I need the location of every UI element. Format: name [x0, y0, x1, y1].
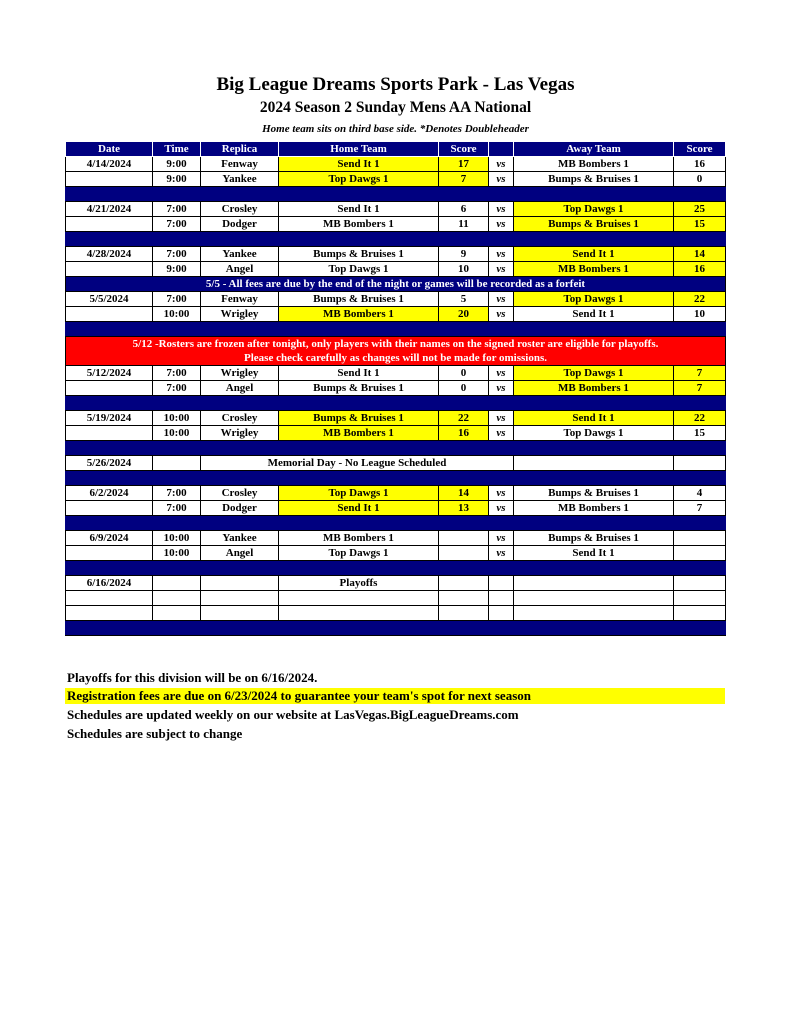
away-team: [514, 576, 674, 591]
schedule-note: Home team sits on third base side. *Denotes Doubleheader: [262, 123, 529, 135]
game-replica: Wrigley: [201, 307, 279, 322]
home-team: Bumps & Bruises 1: [279, 381, 439, 396]
away-team: MB Bombers 1: [514, 501, 674, 516]
page-title: Big League Dreams Sports Park - Las Vegas: [216, 74, 575, 95]
forfeit-notice-row: [66, 277, 726, 292]
game-time: [153, 456, 201, 471]
home-score: 20: [439, 307, 489, 322]
separator-row: [66, 561, 726, 576]
vs-label: vs: [489, 292, 514, 307]
away-team: Top Dawgs 1: [514, 292, 674, 307]
vs-label: [489, 576, 514, 591]
game-replica: Angel: [201, 381, 279, 396]
home-score: 0: [439, 366, 489, 381]
empty-cell: [489, 606, 514, 621]
separator-row: [66, 621, 726, 636]
empty-cell: [514, 591, 674, 606]
separator-row: [66, 471, 726, 486]
table-row: [66, 292, 726, 307]
game-time: 7:00: [153, 486, 201, 501]
game-replica: Wrigley: [201, 366, 279, 381]
away-score: 10: [674, 307, 726, 322]
vs-label: vs: [489, 217, 514, 232]
away-team: Top Dawgs 1: [514, 366, 674, 381]
game-date: [66, 307, 153, 322]
game-replica: Yankee: [201, 172, 279, 187]
game-date: [66, 262, 153, 277]
game-time: 9:00: [153, 262, 201, 277]
game-date: 4/21/2024: [66, 202, 153, 217]
table-row: [66, 307, 726, 322]
empty-row: [66, 591, 726, 606]
away-team: MB Bombers 1: [514, 262, 674, 277]
roster-notice-line-2: Please check carefully as changes will not be made for omissions.: [244, 352, 547, 364]
game-replica: Crosley: [201, 486, 279, 501]
away-team: Bumps & Bruises 1: [514, 486, 674, 501]
separator-row: [66, 396, 726, 411]
home-team: Bumps & Bruises 1: [279, 247, 439, 262]
vs-label: vs: [489, 366, 514, 381]
table-row: [66, 381, 726, 396]
table-row: [66, 576, 726, 591]
empty-cell: [439, 606, 489, 621]
header-date: Date: [66, 142, 153, 157]
home-team: Top Dawgs 1: [279, 262, 439, 277]
table-row: [66, 202, 726, 217]
empty-cell: [279, 606, 439, 621]
table-row: [66, 247, 726, 262]
away-score: 0: [674, 172, 726, 187]
game-replica: Fenway: [201, 292, 279, 307]
website-info: Schedules are updated weekly on our website at LasVegas.BigLeagueDreams.com: [67, 707, 519, 722]
vs-label: vs: [489, 486, 514, 501]
away-team: Send It 1: [514, 411, 674, 426]
home-score: 17: [439, 157, 489, 172]
game-time: 7:00: [153, 217, 201, 232]
roster-notice: [66, 337, 726, 366]
game-replica: [201, 576, 279, 591]
empty-cell: [674, 606, 726, 621]
away-score: 15: [674, 217, 726, 232]
empty-cell: [674, 591, 726, 606]
game-time: 10:00: [153, 411, 201, 426]
away-team: Bumps & Bruises 1: [514, 217, 674, 232]
away-score: 25: [674, 202, 726, 217]
game-time: 7:00: [153, 292, 201, 307]
game-date: [66, 426, 153, 441]
game-replica: Angel: [201, 546, 279, 561]
away-team: Send It 1: [514, 546, 674, 561]
empty-row: [66, 606, 726, 621]
header-away-score: Score: [674, 142, 726, 157]
home-score: 7: [439, 172, 489, 187]
roster-notice-row: [66, 337, 726, 366]
forfeit-notice: 5/5 - All fees are due by the end of the night or games will be recorded as a forfeit: [66, 277, 726, 292]
home-team: Send It 1: [279, 157, 439, 172]
game-time: 7:00: [153, 366, 201, 381]
away-score: 7: [674, 366, 726, 381]
change-notice: Schedules are subject to change: [67, 726, 243, 741]
game-replica: Yankee: [201, 531, 279, 546]
away-score: [674, 531, 726, 546]
separator-row: [66, 322, 726, 337]
away-score: 14: [674, 247, 726, 262]
game-time: 7:00: [153, 381, 201, 396]
vs-label: vs: [489, 307, 514, 322]
home-team: MB Bombers 1: [279, 307, 439, 322]
home-team: MB Bombers 1: [279, 531, 439, 546]
game-date: 5/19/2024: [66, 411, 153, 426]
game-date: 5/5/2024: [66, 292, 153, 307]
home-team: Send It 1: [279, 202, 439, 217]
home-score: [439, 531, 489, 546]
playoffs-info: Playoffs for this division will be on 6/16/2024.: [67, 670, 318, 685]
away-score: 22: [674, 292, 726, 307]
away-score: 7: [674, 501, 726, 516]
game-date: 4/28/2024: [66, 247, 153, 262]
roster-notice-line-1: 5/12 -Rosters are frozen after tonight, only players with their names on the signed roster are eligible for playoffs.: [132, 338, 659, 350]
game-time: 7:00: [153, 202, 201, 217]
home-score: 5: [439, 292, 489, 307]
away-score: 7: [674, 381, 726, 396]
table-row: [66, 426, 726, 441]
away-score: 16: [674, 157, 726, 172]
vs-label: vs: [489, 531, 514, 546]
schedule-table: [65, 141, 726, 636]
away-team: Top Dawgs 1: [514, 426, 674, 441]
game-date: 4/14/2024: [66, 157, 153, 172]
game-replica: Crosley: [201, 202, 279, 217]
empty-cell: [153, 606, 201, 621]
game-time: 10:00: [153, 531, 201, 546]
empty-cell: [279, 591, 439, 606]
away-team: MB Bombers 1: [514, 157, 674, 172]
game-time: 9:00: [153, 157, 201, 172]
home-team: MB Bombers 1: [279, 217, 439, 232]
vs-label: vs: [489, 202, 514, 217]
home-score: 14: [439, 486, 489, 501]
home-score: 11: [439, 217, 489, 232]
game-replica: Wrigley: [201, 426, 279, 441]
away-score: 15: [674, 426, 726, 441]
game-time: [153, 576, 201, 591]
game-date: 6/9/2024: [66, 531, 153, 546]
empty-cell: [439, 591, 489, 606]
registration-notice: Registration fees are due on 6/23/2024 to guarantee your team's spot for next season: [65, 688, 725, 704]
home-team: Send It 1: [279, 366, 439, 381]
game-time: 10:00: [153, 426, 201, 441]
vs-label: vs: [489, 546, 514, 561]
home-team: Send It 1: [279, 501, 439, 516]
away-score: 22: [674, 411, 726, 426]
away-score: [674, 546, 726, 561]
away-team: Send It 1: [514, 247, 674, 262]
header-away-team: Away Team: [514, 142, 674, 157]
away-team: Top Dawgs 1: [514, 202, 674, 217]
separator-row: [66, 232, 726, 247]
game-date: [66, 501, 153, 516]
vs-label: vs: [489, 262, 514, 277]
game-time: 9:00: [153, 172, 201, 187]
game-time: 10:00: [153, 307, 201, 322]
empty-cell: [66, 606, 153, 621]
game-date: 5/12/2024: [66, 366, 153, 381]
away-score: [674, 576, 726, 591]
away-team: [514, 456, 674, 471]
header-time: Time: [153, 142, 201, 157]
vs-label: vs: [489, 411, 514, 426]
header-home-team: Home Team: [279, 142, 439, 157]
game-date: 6/2/2024: [66, 486, 153, 501]
vs-label: vs: [489, 157, 514, 172]
table-row: [66, 172, 726, 187]
home-score: 22: [439, 411, 489, 426]
page-subtitle: 2024 Season 2 Sunday Mens AA National: [259, 99, 532, 116]
table-row: [66, 157, 726, 172]
separator-row: [66, 187, 726, 202]
vs-label: vs: [489, 247, 514, 262]
game-time: 7:00: [153, 501, 201, 516]
game-replica: Angel: [201, 262, 279, 277]
vs-label: vs: [489, 381, 514, 396]
memorial-day-note: Memorial Day - No League Scheduled: [201, 456, 514, 471]
header-vs: [489, 142, 514, 157]
separator-row: [66, 516, 726, 531]
table-row: [66, 366, 726, 381]
home-team: Bumps & Bruises 1: [279, 411, 439, 426]
home-team: Bumps & Bruises 1: [279, 292, 439, 307]
game-time: 10:00: [153, 546, 201, 561]
game-date: [66, 546, 153, 561]
table-header-row: [66, 142, 726, 157]
game-replica: Crosley: [201, 411, 279, 426]
away-team: Send It 1: [514, 307, 674, 322]
away-team: MB Bombers 1: [514, 381, 674, 396]
away-team: Bumps & Bruises 1: [514, 172, 674, 187]
header-replica: Replica: [201, 142, 279, 157]
table-row: [66, 501, 726, 516]
home-score: 10: [439, 262, 489, 277]
home-score: 0: [439, 381, 489, 396]
home-score: 13: [439, 501, 489, 516]
game-replica: Fenway: [201, 157, 279, 172]
game-date: 6/16/2024: [66, 576, 153, 591]
empty-cell: [66, 591, 153, 606]
vs-label: vs: [489, 501, 514, 516]
empty-cell: [489, 591, 514, 606]
separator-row: [66, 441, 726, 456]
vs-label: vs: [489, 426, 514, 441]
game-replica: Dodger: [201, 501, 279, 516]
home-team: Top Dawgs 1: [279, 486, 439, 501]
away-score: 4: [674, 486, 726, 501]
home-score: 9: [439, 247, 489, 262]
game-replica: Dodger: [201, 217, 279, 232]
table-row: [66, 456, 726, 471]
empty-cell: [201, 591, 279, 606]
header-home-score: Score: [439, 142, 489, 157]
empty-cell: [201, 606, 279, 621]
playoffs-label: Playoffs: [279, 576, 439, 591]
home-score: [439, 546, 489, 561]
away-score: 16: [674, 262, 726, 277]
table-row: [66, 411, 726, 426]
table-row: [66, 262, 726, 277]
away-team: Bumps & Bruises 1: [514, 531, 674, 546]
empty-cell: [153, 591, 201, 606]
empty-cell: [514, 606, 674, 621]
away-score: [674, 456, 726, 471]
home-score: 6: [439, 202, 489, 217]
game-date: 5/26/2024: [66, 456, 153, 471]
home-team: MB Bombers 1: [279, 426, 439, 441]
game-date: [66, 381, 153, 396]
home-team: Top Dawgs 1: [279, 546, 439, 561]
table-row: [66, 486, 726, 501]
game-date: [66, 172, 153, 187]
table-row: [66, 217, 726, 232]
game-date: [66, 217, 153, 232]
table-row: [66, 531, 726, 546]
game-time: 7:00: [153, 247, 201, 262]
home-score: [439, 576, 489, 591]
table-row: [66, 546, 726, 561]
game-replica: Yankee: [201, 247, 279, 262]
home-score: 16: [439, 426, 489, 441]
vs-label: vs: [489, 172, 514, 187]
home-team: Top Dawgs 1: [279, 172, 439, 187]
